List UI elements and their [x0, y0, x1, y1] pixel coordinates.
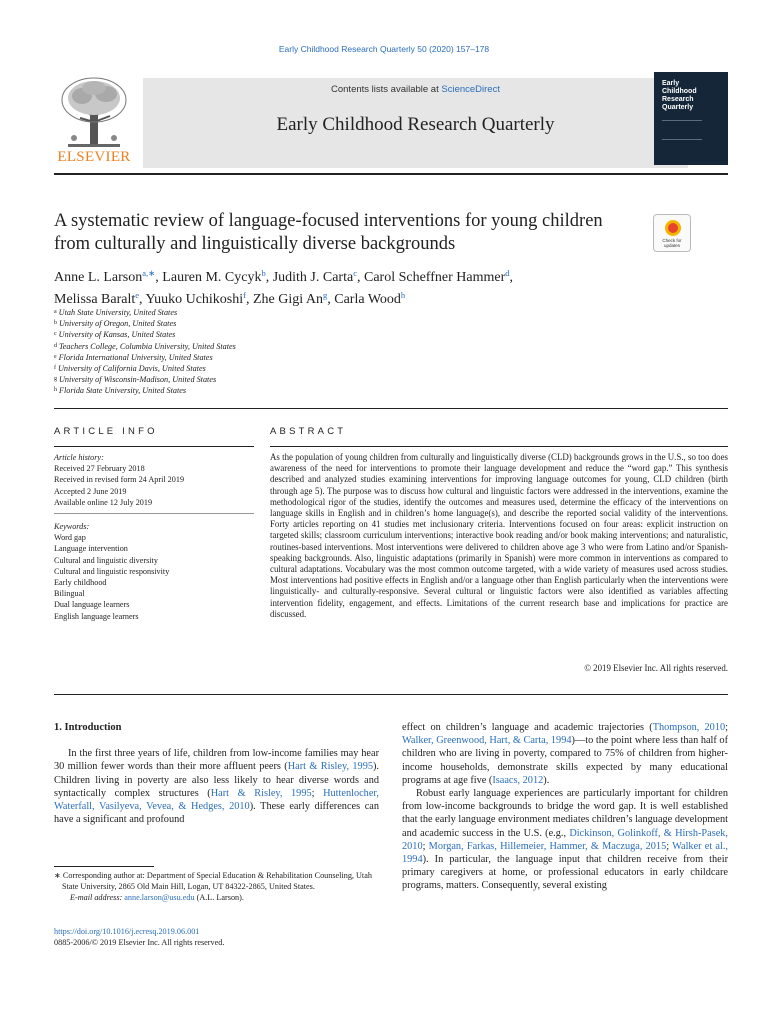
keyword-item: Bilingual [54, 589, 85, 599]
history-label: Article history: [54, 453, 104, 462]
author-separator: , [246, 291, 253, 307]
footnote-text [54, 870, 379, 892]
text-run: ). [543, 774, 550, 786]
affiliation-divider [54, 408, 728, 409]
affiliation-list [54, 307, 474, 397]
citation-link[interactable]: Hart & Risley, 1995 [210, 787, 312, 799]
citation-link[interactable]: Walker et al., 1994 [402, 840, 729, 866]
affiliation-mark: a [54, 309, 57, 315]
affiliation-mark-link[interactable]: e [135, 289, 140, 300]
author-name: Carla Wood [334, 291, 401, 307]
affiliation-item [54, 352, 474, 363]
author-name: Carol Scheffner Hammer [363, 270, 506, 285]
text-run: )—to the point where less than half of children who are living in poverty, compared to 75% of children from higher-income households, demonstrate skills expected by many educational programs at age five ( [402, 735, 728, 786]
cover-title: Early Childhood Research Quarterly [662, 80, 697, 111]
journal-reference-link[interactable]: Early Childhood Research Quarterly 50 (2020) 157–178 [278, 44, 490, 54]
text-run: ; [666, 840, 673, 852]
history-item: Available online 12 July 2019 [54, 497, 153, 507]
contents-prefix: Contents lists available at [331, 84, 442, 95]
author-entry [145, 289, 253, 307]
affiliation-mark-link[interactable]: a,∗ [142, 268, 156, 278]
corresponding-author-footnote [54, 870, 379, 904]
affiliation-mark-link[interactable]: f [243, 289, 246, 300]
footnote-body: Corresponding author at: Department of Special Education & Rehabilitation Counseling, Utah State University, 2865 Old Main Hill, Logan, UT 84322-2865, United States. [60, 871, 372, 892]
keyword-item: Cultural and linguistic responsivity [54, 566, 170, 576]
contents-line [143, 84, 688, 95]
affiliation-text: University of Oregon, United States [59, 319, 177, 329]
citation-link[interactable]: Isaacs, 2012 [492, 774, 544, 786]
keyword-item: Dual language learners [54, 600, 130, 610]
footnote-email [54, 892, 379, 903]
affiliation-mark: f [54, 365, 56, 372]
affiliation-mark: c [54, 331, 57, 338]
check-for-updates-button[interactable] [653, 214, 691, 252]
footnote-rule [54, 866, 154, 867]
doi-link[interactable]: https://doi.org/10.1016/j.ecresq.2019.06.001 [54, 927, 200, 936]
affiliation-item [54, 385, 474, 396]
email-suffix: (A.L. Larson). [194, 893, 244, 903]
text-run: ; [725, 722, 729, 733]
affiliation-mark-link[interactable]: g [323, 289, 328, 300]
author-name: Lauren M. Cycyk [162, 270, 262, 285]
text-run: ). Children living in poverty are also less likely to hear diverse words and syntactically complex structures ( [54, 761, 380, 799]
author-entry [162, 270, 272, 285]
intro-paragraph-2 [402, 787, 728, 893]
intro-right-column [402, 721, 728, 893]
issn-line: 0885-2006/© 2019 Elsevier Inc. All rights reserved. [54, 938, 225, 948]
article-history [54, 452, 254, 508]
author-name: Melissa Baralt [54, 291, 136, 307]
affiliation-item [54, 307, 474, 318]
keywords [54, 521, 254, 622]
journal-cover-thumbnail[interactable] [654, 72, 728, 165]
intro-paragraph-1-continued [402, 721, 728, 787]
affiliation-item [54, 363, 474, 374]
affiliation-text: Florida International University, United States [58, 352, 213, 362]
affiliation-text: Utah State University, United States [58, 308, 178, 317]
author-list [54, 265, 654, 308]
author-name: Judith J. Carta [272, 270, 354, 285]
history-item: Received 27 February 2018 [54, 464, 145, 474]
publisher-name: ELSEVIER [57, 149, 131, 165]
keyword-item: Word gap [54, 533, 86, 543]
author-entry [273, 270, 364, 285]
text-run: ; [311, 787, 324, 799]
affiliation-text: University of Kansas, United States [58, 330, 176, 340]
intro-paragraph-1 [54, 747, 379, 826]
author-separator: , [139, 291, 146, 307]
check-updates-label: Check for updates [662, 238, 682, 248]
affiliation-text: University of Wisconsin-Madison, United States [59, 375, 217, 385]
header-divider [54, 173, 728, 175]
affiliation-mark-link[interactable]: b [261, 268, 266, 278]
author-entry [364, 270, 513, 285]
citation-link[interactable]: Huttenlocher, Waterfall, Vasilyeva, Vevea, & Hedges, 2010 [54, 787, 379, 813]
author-separator: , [155, 270, 163, 285]
intro-heading: 1. Introduction [54, 722, 122, 733]
abstract-heading: ABSTRACT [270, 426, 347, 437]
keyword-item: Language intervention [54, 544, 128, 554]
affiliation-mark: g [54, 376, 57, 383]
author-name: Anne L. Larson [54, 270, 143, 285]
affiliation-mark: b [54, 320, 57, 327]
abstract-divider [54, 694, 728, 695]
affiliation-item [54, 318, 474, 329]
author-separator: , [509, 270, 513, 285]
citation-link[interactable]: Thompson, 2010 [652, 722, 726, 733]
keywords-rule [54, 513, 254, 514]
tree-logo-icon [54, 72, 134, 152]
author-entry [54, 289, 146, 307]
text-run: Robust early language experiences are particularly important for children from low-income backgrounds to bridge the word gap. It is well established that the early language environment mediates children’s language development and academic success in the U.S. (e.g., [402, 788, 728, 839]
footnote-star: ∗ [54, 871, 61, 880]
text-run: ; [422, 840, 429, 852]
article-info-heading: ARTICLE INFO [54, 426, 158, 437]
affiliation-mark-link[interactable]: d [505, 268, 510, 278]
journal-title: Early Childhood Research Quarterly [276, 114, 555, 135]
sciencedirect-link[interactable]: ScienceDirect [441, 84, 500, 95]
citation-link[interactable]: Walker, Greenwood, Hart, & Carta, 1994 [402, 735, 572, 747]
author-separator: , [356, 270, 364, 285]
author-name: Yuuko Uchikoshi [145, 291, 244, 307]
email-label: E-mail address: [70, 893, 125, 903]
affiliation-text: University of California Davis, United States [58, 364, 206, 374]
affiliation-mark: d [54, 342, 57, 349]
affiliation-mark: h [54, 387, 57, 394]
intro-left-column [54, 721, 379, 826]
citation-link[interactable]: Morgan, Farkas, Hillemeier, Hammer, & Maczuga, 2015 [428, 840, 667, 852]
text-run: ). In particular, the language input that children receive from their primary caregivers at home, or professional educators in early childcare programs, matters. Consequently, several existing [402, 854, 728, 892]
affiliation-item [54, 341, 474, 352]
affiliation-mark: e [54, 353, 57, 360]
text-run: effect on children’s language and academic trajectories ( [402, 722, 653, 733]
check-updates-icon [665, 220, 681, 236]
keyword-item: Early childhood [54, 578, 107, 588]
article-info-rule [54, 446, 254, 447]
citation-link[interactable]: Hart & Risley, 1995 [287, 761, 373, 773]
affiliation-mark-link[interactable]: c [353, 268, 357, 278]
affiliation-text: Florida State University, United States [59, 386, 187, 396]
history-item: Accepted 2 June 2019 [54, 486, 127, 496]
author-separator: , [327, 291, 335, 307]
author-separator: , [265, 270, 273, 285]
affiliation-item [54, 374, 474, 385]
author-name: Zhe Gigi An [253, 291, 323, 307]
elsevier-logo [54, 72, 134, 168]
author-entry [334, 289, 406, 307]
abstract-text: As the population of young children from culturally and linguistically diverse (CLD) backgrounds grows in the U.S., so too does awareness of the need for interventions to promote their language development and reduce the “word gap.” This synthesis described and analyzed studies examining interventions for improving language outcomes for young, CLD children (birth through age 5). The purpose was to discuss how cultural and linguistic factors were addressed in the interventions, examine the methodological rigor of the studies, identify the outcomes and measures used, determine the efficacy of the interventions on language skills in English and in children’s home language(s), and describe the reported social validity of the interventions. Forty articles reporting on 41 studies met inclusionary criteria. Interventions focused on four areas: explicit instruction on targeted skills; classroom curriculum interventions; interactive book reading and/or book making interventions; and naturalistic, routines-based interventions. Most interventions were delivered to children above age 3 who were from Latino and/or Spanish-speaking backgrounds. Also, linguistic adaptations (primarily in Spanish) were more common in interventions as compared to cultural adaptations. Vocabulary was the most common outcome targeted, with a wide variety of measures used across studies. Most interventions had positive effects in English and/or a language other than English particularly when the interventions were linguistically- and culturally-responsive. Several cultural or linguistic factors were also identified as variables affecting intervention fidelity, engagement, and effects. Limitations of the current research base and implications for practice are discussed. [270, 452, 728, 619]
affiliation-item [54, 329, 474, 340]
abstract-rule [270, 446, 728, 447]
text-run: ). These early differences can have a significant and profound [54, 801, 379, 826]
cover-decoration [662, 120, 702, 140]
affiliation-text: Teachers College, Columbia University, United States [59, 341, 236, 351]
keyword-item: English language learners [54, 611, 139, 621]
affiliation-mark-link[interactable]: h [400, 289, 406, 300]
journal-title-box [143, 78, 688, 168]
keyword-item: Cultural and linguistic diversity [54, 555, 158, 565]
citation-link[interactable]: Dickinson, Golinkoff, & Hirsh-Pasek, 2010 [402, 827, 728, 852]
email-link[interactable]: anne.larson@usu.edu [124, 893, 195, 903]
author-entry [54, 270, 162, 285]
keywords-label: Keywords: [54, 522, 90, 531]
author-entry [253, 289, 335, 307]
text-run: In the first three years of life, children from low-income families may hear 30 million fewer words than their more affluent peers ( [54, 748, 379, 773]
article-title: A systematic review of language-focused interventions for young children from culturally and linguistically diverse backgrounds [54, 211, 603, 254]
doi-block [54, 926, 379, 948]
abstract-copyright: © 2019 Elsevier Inc. All rights reserved. [584, 663, 728, 673]
journal-header [54, 72, 728, 168]
history-item: Received in revised form 24 April 2019 [54, 475, 185, 485]
